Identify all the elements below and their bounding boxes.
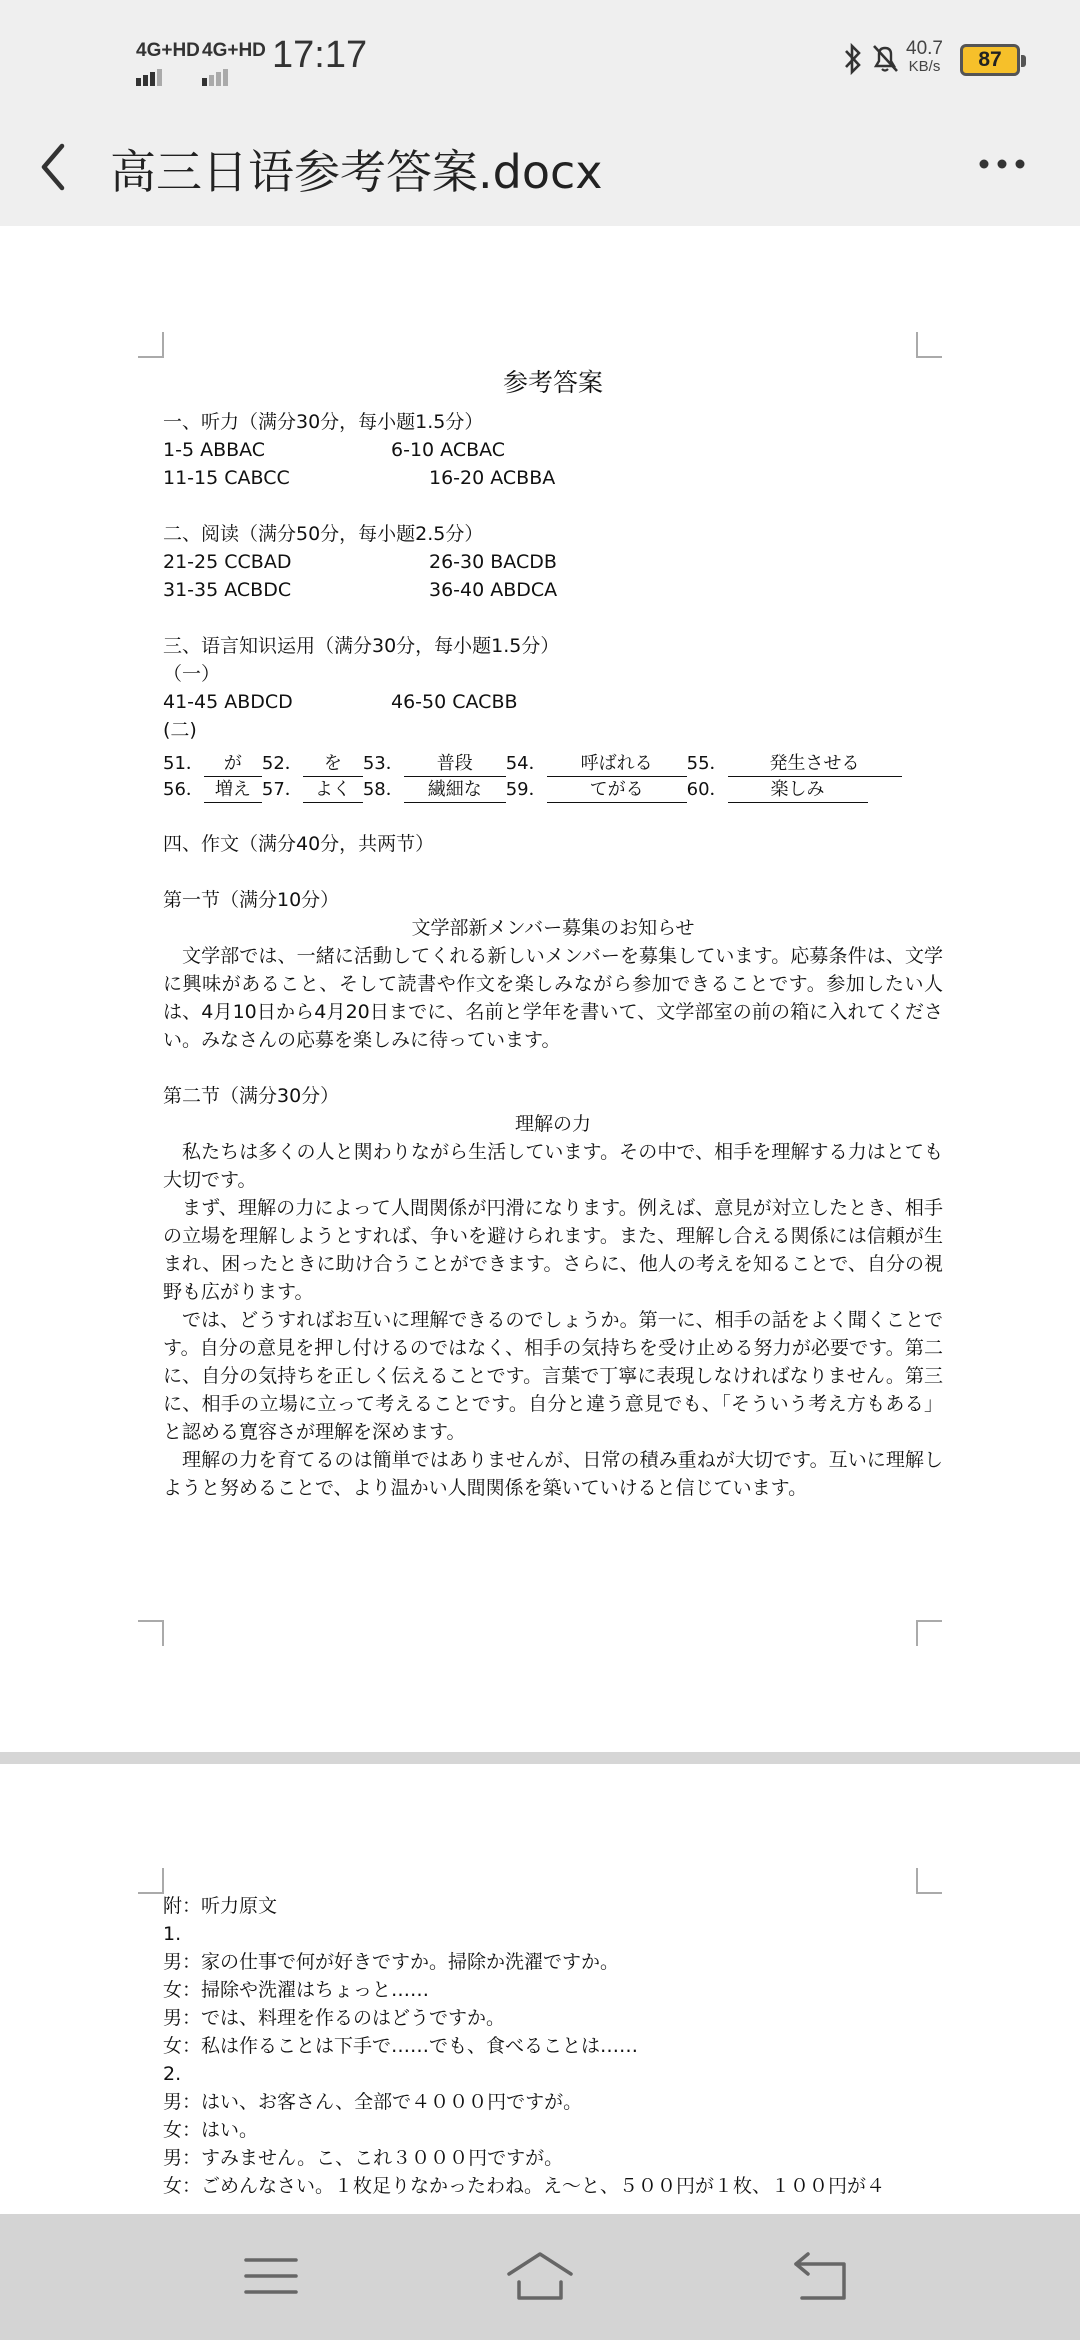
network-speed xyxy=(906,40,943,76)
essay-paragraph: 理解の力を育てるのは簡単ではありませんが、日常の積み重ねが大切です。互いに理解しようと努めることで、より温かい人間関係を築いていけると信じています。 xyxy=(163,1449,943,1499)
page-corner-mark xyxy=(138,332,164,358)
language-heading: 三、语言知识运用（满分30分，每小题1.5分） xyxy=(163,635,560,657)
transcript-line: 女：私は作ることは下手で……でも、食べることは…… xyxy=(163,2035,639,2057)
transcript-line: 1. xyxy=(163,1923,182,1945)
appendix-heading: 附：听力原文 xyxy=(163,1895,278,1917)
signal-1-label: 4G+HD xyxy=(136,40,200,61)
page-corner-mark xyxy=(916,1868,942,1894)
language-sub-1: （一） xyxy=(163,663,221,685)
transcript-line: 男：では、料理を作るのはどうですか。 xyxy=(163,2007,506,2029)
writing-heading: 四、作文（满分40分，共两节） xyxy=(163,833,435,855)
page-corner-mark xyxy=(916,1620,942,1646)
navigation-bar xyxy=(0,2214,1080,2340)
signal-2-label: 4G+HD xyxy=(202,40,266,61)
back-button[interactable] xyxy=(28,132,84,202)
answer-row: 11-15 CABCC 16-20 ACBBA xyxy=(163,467,556,489)
essay-paragraph: 私たちは多くの人と関わりながら生活しています。その中で、相手を理解する力はとても大切です。 xyxy=(163,1141,943,1191)
status-bar xyxy=(0,0,1080,120)
transcript-line: 女：掃除や洗濯はちょっと…… xyxy=(163,1979,430,2001)
document-content xyxy=(163,366,943,1502)
essay-paragraph: では、どうすればお互いに理解できるのでしょうか。第一に、相手の話をよく聞くことです。自分の意見を押し付けるのではなく、相手の気持ちを受け止める努力が必要です。第二に、自分の気持ちを正しく伝えることです。言葉で丁寧に表現しなければなりません。第三に、相手の立場に立って考えることです。自分と違う意見でも、「そういう考え方もある」と認める寛容さが理解を深めます。 xyxy=(163,1309,943,1443)
section-2-heading: 第二节（满分30分） xyxy=(163,1085,340,1107)
home-button[interactable] xyxy=(505,2248,575,2304)
listening-heading: 一、听力（满分30分，每小题1.5分） xyxy=(163,411,484,433)
transcript-line: 男：すみません。こ、これ３０００円ですが。 xyxy=(163,2147,564,2169)
answer-row: 31-35 ACBDC 36-40 ABDCA xyxy=(163,579,558,601)
battery-icon: 87 xyxy=(960,44,1020,76)
more-options-button[interactable] xyxy=(970,144,1034,184)
transcript-line: 女：ごめんなさい。１枚足りなかったわね。え～と、５００円が１枚、１００円が４ xyxy=(163,2175,886,2197)
document-page-1[interactable] xyxy=(0,226,1080,1752)
fill-answer-row: 51． が 52． を 53． 普段 54． 呼ばれる 55． 発生させる xyxy=(163,750,943,776)
page-corner-mark xyxy=(916,332,942,358)
signal-2-icon xyxy=(202,40,266,86)
fill-answer-row: 56． 増え 57． よく 58． 繊細な 59． てがる 60． 楽しみ xyxy=(163,776,943,802)
transcript-line: 男：はい、お客さん、全部で４０００円ですが。 xyxy=(163,2091,583,2113)
network-speed-unit: KB/s xyxy=(908,58,941,75)
back-nav-button[interactable] xyxy=(788,2248,858,2304)
more-dots-icon xyxy=(970,144,1034,184)
answer-row: 21-25 CCBAD 26-30 BACDB xyxy=(163,551,557,573)
document-page-2[interactable] xyxy=(0,1764,1080,2214)
section-1-body: 文学部では、一緒に活動してくれる新しいメンバーを募集しています。応募条件は、文学に興味があること、そして読書や作文を楽しみながら参加できることです。参加したい人は、4月10日から4月20日までに、名前と学年を書いて、文学部室の前の箱に入れてください。みなさんの応募を楽しみに待っています。 xyxy=(163,945,943,1051)
app-bar xyxy=(0,120,1080,226)
clock: 17:17 xyxy=(272,34,368,76)
menu-button[interactable] xyxy=(236,2248,306,2304)
transcript-line: 男：家の仕事で何が好きですか。掃除か洗濯ですか。 xyxy=(163,1951,620,1973)
section-2-title: 理解の力 xyxy=(514,1113,591,1135)
network-speed-value: 40.7 xyxy=(906,38,943,59)
mute-bell-icon xyxy=(870,42,900,74)
language-sub-2: (二) xyxy=(163,719,197,741)
page-separator xyxy=(0,1752,1080,1764)
bluetooth-icon xyxy=(842,42,864,76)
signal-1-icon xyxy=(136,40,200,86)
page-corner-mark xyxy=(138,1620,164,1646)
section-1-title: 文学部新メンバー募集のお知らせ xyxy=(411,917,695,939)
answer-row: 1-5 ABBAC 6-10 ACBAC xyxy=(163,439,506,461)
page-corner-mark xyxy=(138,1868,164,1894)
document-title: 高三日语参考答案.docx xyxy=(110,145,603,199)
reading-heading: 二、阅读（满分50分，每小题2.5分） xyxy=(163,523,484,545)
transcript-line: 女：はい。 xyxy=(163,2119,259,2141)
transcript-line: 2. xyxy=(163,2063,182,2085)
essay-paragraph: まず、理解の力によって人間関係が円滑になります。例えば、意見が対立したとき、相手の立場を理解しようとすれば、争いを避けられます。また、理解し合える関係には信頼が生まれ、困ったときに助け合うことができます。さらに、他人の考えを知ることで、自分の視野も広がります。 xyxy=(163,1197,943,1303)
answer-title: 参考答案 xyxy=(502,368,603,397)
appendix-content xyxy=(163,1892,943,2200)
section-1-heading: 第一节（满分10分） xyxy=(163,889,340,911)
answer-row: 41-45 ABDCD 46-50 CACBB xyxy=(163,691,518,713)
